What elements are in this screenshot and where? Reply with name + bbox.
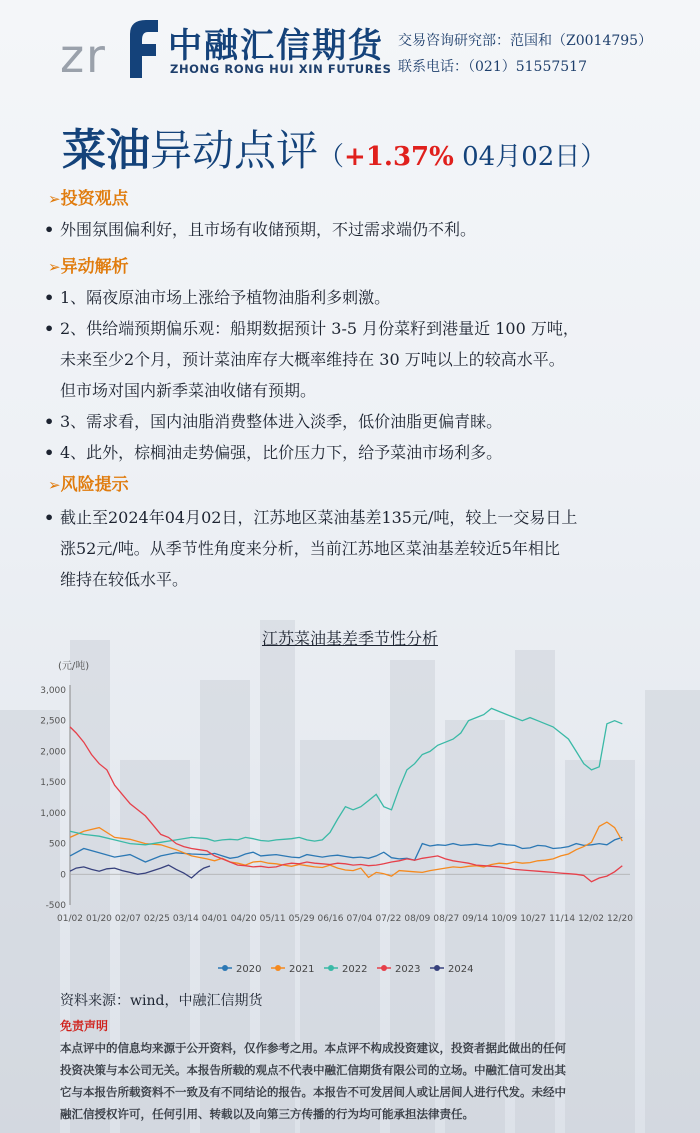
company-name-cn: 中融汇信期货 bbox=[168, 26, 384, 66]
page-title bbox=[62, 114, 606, 178]
bullet: • bbox=[44, 319, 55, 338]
x-tick-label: 08/09 bbox=[404, 914, 431, 924]
y-tick-label: 1,500 bbox=[40, 778, 66, 789]
x-tick-label: 04/20 bbox=[230, 914, 257, 924]
analyst-contact: 交易咨询研究部：范国和（Z0014795） bbox=[398, 33, 653, 49]
company-name-en: ZHONG RONG HUI XIN FUTURES bbox=[170, 62, 392, 76]
y-tick-label: 2,500 bbox=[40, 716, 66, 727]
section-analysis-body bbox=[44, 282, 659, 468]
y-tick-label: 1,000 bbox=[40, 808, 66, 819]
x-tick-label: 07/22 bbox=[375, 914, 402, 924]
section-view-heading bbox=[48, 184, 129, 209]
y-tick-label: 3,000 bbox=[40, 686, 66, 696]
x-tick-label: 05/11 bbox=[259, 914, 286, 924]
list-item: • 1、隔夜原油市场上涨给予植物油脂利多刺激。 bbox=[44, 282, 659, 313]
bullet: • bbox=[44, 508, 55, 527]
x-tick-label: 12/02 bbox=[578, 914, 605, 924]
y-tick-label: -500 bbox=[45, 901, 66, 911]
x-tick-label: 09/14 bbox=[462, 914, 489, 924]
y-axis-unit: (元/吨) bbox=[58, 661, 90, 672]
list-item: • 2、供给端预期偏乐观：船期数据预计 3-5 月份菜籽到港量近 100 万吨， bbox=[44, 313, 659, 344]
bullet: • bbox=[44, 220, 55, 239]
series-line-2024 bbox=[70, 865, 210, 878]
arrow-icon: ➢ bbox=[48, 190, 61, 208]
legend-label-2022: 2022 bbox=[342, 964, 368, 975]
list-item: • 外围氛围偏利好，且市场有收储预期，不过需求端仍不利。 bbox=[44, 214, 659, 245]
section-view-body bbox=[44, 214, 659, 245]
x-tick-label: 06/16 bbox=[317, 914, 344, 924]
bullet: • bbox=[44, 412, 55, 431]
disclaimer-body bbox=[60, 1037, 658, 1125]
series-line-2021 bbox=[70, 822, 622, 877]
svg-text:z: z bbox=[60, 29, 85, 82]
series-line-2020 bbox=[70, 837, 622, 862]
legend-marker-2022 bbox=[328, 965, 334, 971]
chart-title: 江苏菜油基差季节性分析 bbox=[261, 629, 438, 648]
x-tick-label: 01/02 bbox=[57, 914, 83, 924]
legend-marker-2021 bbox=[275, 965, 281, 971]
legend-label-2024: 2024 bbox=[448, 964, 474, 975]
legend-label-2020: 2020 bbox=[236, 964, 262, 975]
bullet: • bbox=[44, 443, 55, 462]
disclaimer-title: 免责声明 bbox=[60, 1019, 109, 1033]
legend-marker-2024 bbox=[434, 965, 440, 971]
x-tick-label: 08/27 bbox=[433, 914, 460, 924]
x-tick-label: 07/04 bbox=[346, 914, 373, 924]
list-item: • 截止至2024年04月02日，江苏地区菜油基差135元/吨，较上一交易日上 bbox=[44, 502, 659, 533]
disclaimer-line: 融汇信授权许可，任何引用、转载以及向第三方传播的行为均可能承担法律责任。 bbox=[60, 1107, 474, 1121]
x-tick-label: 10/09 bbox=[491, 914, 518, 924]
section-analysis-heading bbox=[48, 252, 129, 277]
disclaimer-line: 本点评中的信息均来源于公开资料，仅作参考之用。本点评不构成投资建议，投资者据此做出的任何 bbox=[60, 1041, 566, 1055]
company-logo-mark bbox=[60, 12, 168, 82]
legend-label-2023: 2023 bbox=[395, 964, 421, 975]
x-tick-label: 02/25 bbox=[143, 914, 170, 924]
svg-text:r: r bbox=[86, 29, 105, 82]
section-view-title: 投资观点 bbox=[60, 189, 129, 209]
section-analysis-title: 异动解析 bbox=[60, 257, 129, 277]
legend-marker-2020 bbox=[222, 965, 228, 971]
x-tick-label: 10/27 bbox=[520, 914, 547, 924]
y-tick-label: 2,000 bbox=[40, 747, 66, 758]
title-type: 异动点评 bbox=[150, 126, 319, 175]
x-tick-label: 01/20 bbox=[85, 914, 112, 924]
title-paren: （ bbox=[318, 142, 345, 172]
x-tick-label: 12/20 bbox=[607, 914, 633, 924]
legend-label-2021: 2021 bbox=[289, 964, 315, 975]
arrow-icon: ➢ bbox=[48, 258, 61, 276]
y-tick-label: 0 bbox=[60, 870, 66, 881]
list-item-continued: 未来至少2个月，预计菜油库存大概率维持在 30 万吨以上的较高水平。 bbox=[60, 350, 565, 369]
arrow-icon: ➢ bbox=[48, 476, 61, 494]
data-source: 资料来源：wind，中融汇信期货 bbox=[60, 993, 263, 1009]
x-tick-label: 11/14 bbox=[549, 914, 576, 924]
legend-marker-2023 bbox=[381, 965, 387, 971]
list-item-continued: 维持在较低水平。 bbox=[60, 570, 189, 589]
section-risk-heading bbox=[48, 470, 129, 495]
phone-contact: 联系电话：（021）51557517 bbox=[398, 59, 587, 75]
y-tick-label: 500 bbox=[48, 839, 66, 850]
contact-info bbox=[398, 28, 652, 80]
list-item-continued: 但市场对国内新季菜油收储有预期。 bbox=[60, 381, 317, 400]
title-change: +1.37% bbox=[344, 142, 454, 172]
x-tick-label: 05/29 bbox=[288, 914, 315, 924]
disclaimer-line: 它与本报告所载资料不一致及有不同结论的报告。本报告不可发居间人或让居间人进行代发。未经中 bbox=[60, 1085, 566, 1099]
section-risk-body bbox=[44, 502, 659, 595]
x-tick-label: 04/01 bbox=[201, 914, 228, 924]
basis-seasonal-chart bbox=[40, 655, 660, 985]
disclaimer-line: 投资决策与本公司无关。本报告所载的观点不代表中融汇信期货有限公司的立场。中融汇信可发出其 bbox=[60, 1063, 566, 1077]
section-risk-title: 风险提示 bbox=[60, 475, 129, 495]
x-tick-label: 02/07 bbox=[114, 914, 141, 924]
bullet: • bbox=[44, 288, 55, 307]
x-tick-label: 03/14 bbox=[172, 914, 199, 924]
list-item-continued: 涨52元/吨。从季节性角度来分析，当前江苏地区菜油基差较近5年相比 bbox=[60, 539, 560, 558]
title-product: 菜油 bbox=[62, 125, 150, 176]
title-date: 04月02日） bbox=[453, 142, 607, 172]
header bbox=[0, 0, 700, 100]
list-item: • 4、此外，棕榈油走势偏强，比价压力下，给予菜油市场利多。 bbox=[44, 437, 659, 468]
list-item: • 3、需求看，国内油脂消费整体进入淡季，低价油脂更偏青睐。 bbox=[44, 406, 659, 437]
